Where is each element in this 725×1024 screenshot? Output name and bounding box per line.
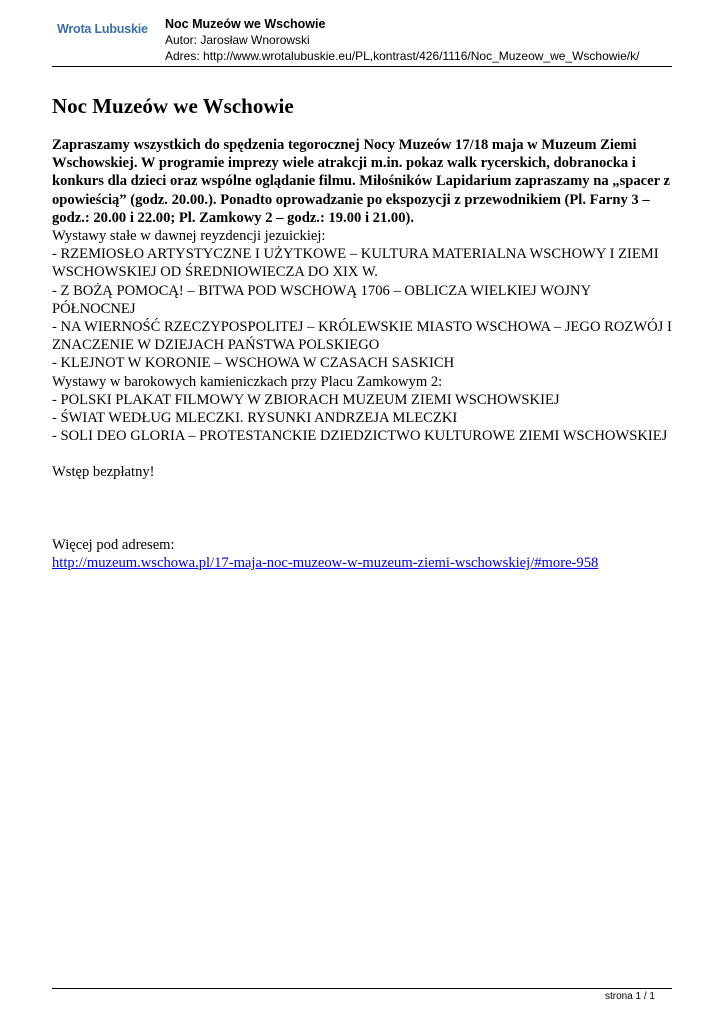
- header-divider: [52, 66, 672, 67]
- exhibition-line: - NA WIERNOŚĆ RZECZYPOSPOLITEJ – KRÓLEWSKIE MIASTO WSCHOWA – JEGO ROZWÓJ I ZNACZENIE W DZIEJACH PAŃSTWA POLSKIEGO: [52, 319, 672, 354]
- exhibition-line: - KLEJNOT W KORONIE – WSCHOWA W CZASACH SASKICH: [52, 355, 455, 372]
- article-body: [52, 136, 676, 572]
- exhibition-line: Wystawy stałe w dawnej reyzdencji jezuickiej:: [52, 228, 326, 245]
- page-number: strona 1 / 1: [604, 991, 655, 1002]
- more-label: Więcej pod adresem:: [52, 536, 175, 553]
- exhibition-line: - POLSKI PLAKAT FILMOWY W ZBIORACH MUZEUM ZIEMI WSCHOWSKIEJ: [52, 391, 560, 408]
- header-address: Adres: http://www.wrotalubuskie.eu/PL,kontrast/426/1116/Noc_Muzeow_we_Wschowie/k/: [165, 49, 640, 63]
- exhibition-line: - SOLI DEO GLORIA – PROTESTANCKIE DZIEDZICTWO KULTUROWE ZIEMI WSCHOWSKIEJ: [52, 428, 668, 445]
- header-author: Autor: Jarosław Wnorowski: [165, 33, 310, 47]
- entry-note: Wstęp bezpłatny!: [52, 464, 155, 481]
- site-logo: Wrota Lubuskie: [57, 22, 148, 36]
- article-lead: Zapraszamy wszystkich do spędzenia tegorocznej Nocy Muzeów 17/18 maja w Muzeum Ziemi Wschowskiej. W programie imprezy wiele atrakcji m.in. pokaz walk rycerskich, dobranocka i konkurs dla dzieci oraz wspólne oglądanie filmu. Miłośników Lapidarium zapraszamy na „spacer z opowieścią” (godz. 20.00.). Ponadto oprowadzanie po ekspozycji z przewodnikiem (Pl. Farny 3 – godz.: 20.00 i 22.00; Pl. Zamkowy 2 – godz.: 19.00 i 21.00).: [52, 137, 670, 226]
- footer-divider: [52, 988, 672, 989]
- exhibition-line: - Z BOŻĄ POMOCĄ! – BITWA POD WSCHOWĄ 1706 – OBLICZA WIELKIEJ WOJNY PÓŁNOCNEJ: [52, 282, 591, 317]
- more-link[interactable]: http://muzeum.wschowa.pl/17-maja-noc-muzeow-w-muzeum-ziemi-wschowskiej/#more-958: [52, 554, 599, 571]
- article-title: Noc Muzeów we Wschowie: [52, 94, 294, 118]
- header-title: Noc Muzeów we Wschowie: [165, 17, 326, 31]
- exhibition-line: - ŚWIAT WEDŁUG MLECZKI. RYSUNKI ANDRZEJA MLECZKI: [52, 410, 458, 427]
- exhibition-line: - RZEMIOSŁO ARTYSTYCZNE I UŻYTKOWE – KULTURA MATERIALNA WSCHOWY I ZIEMI WSCHOWSKIEJ OD ŚREDNIOWIECZA DO XIX W.: [52, 246, 659, 281]
- exhibition-line: Wystawy w barokowych kamieniczkach przy Placu Zamkowym 2:: [52, 373, 443, 390]
- document-header: [165, 16, 639, 64]
